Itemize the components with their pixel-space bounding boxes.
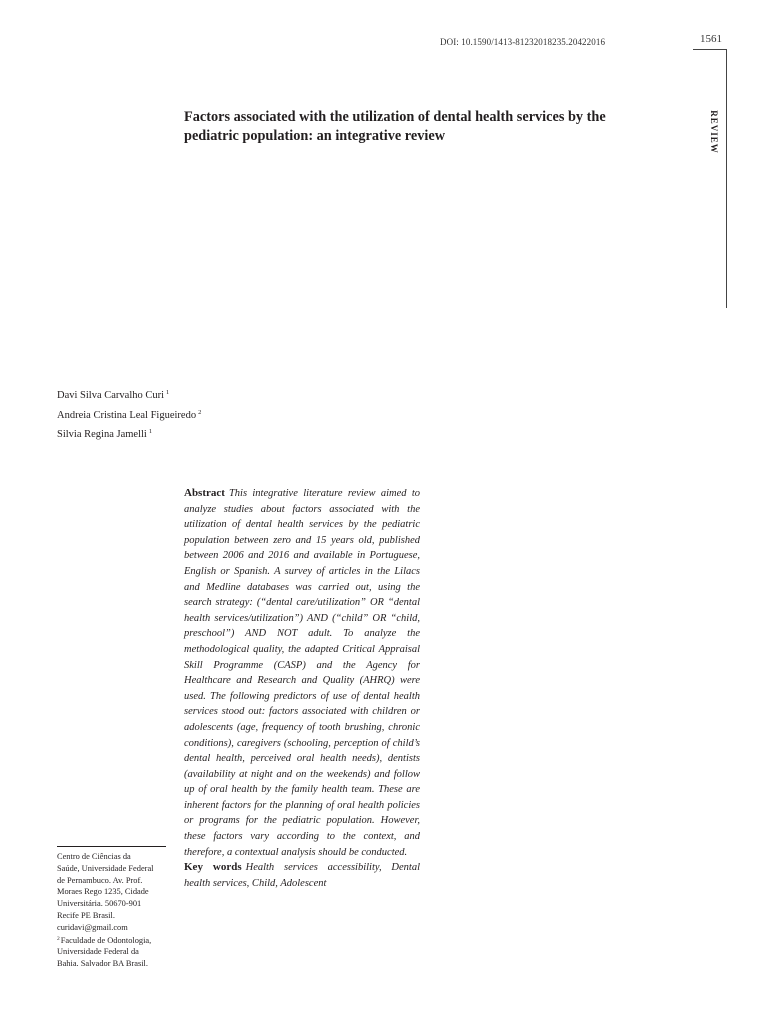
affil-line: Universitária. 50670-901 (57, 899, 142, 909)
affiliation-marker: 1 (148, 428, 153, 435)
affil-line: Recife PE Brasil. (57, 910, 115, 920)
affil-email: curidavi@gmail.com (57, 922, 128, 932)
author-name: Davi Silva Carvalho Curi (57, 390, 165, 401)
author (57, 405, 317, 425)
page-number: 1561 (700, 33, 722, 45)
author-name: Silvia Regina Jamelli (57, 429, 147, 440)
article-title: Factors associated with the utilization of dental health services by the pediatric population: an integrative review (184, 109, 606, 144)
affiliation-1 (57, 851, 173, 934)
margin-rule (726, 49, 727, 308)
author-name: Andreia Cristina Leal Figueiredo (57, 409, 197, 421)
doi: DOI: 10.1590/1413-81232018235.20422016 (440, 37, 606, 47)
affil-line: Faculdade de Odontologia, (60, 935, 152, 945)
header-rule (693, 49, 727, 50)
affil-line: Centro de Ciências da (57, 852, 131, 861)
abstract-paragraph (184, 486, 420, 860)
affil-line: Moraes Rego 1235, Cidade (57, 887, 149, 897)
affiliation-marker: 2 (57, 935, 60, 942)
section-label: REVIEW (709, 110, 719, 154)
affiliation-rule (57, 846, 166, 847)
abstract (184, 486, 420, 891)
keywords-heading: Key words (184, 861, 242, 874)
affil-line: Universidade Federal da (57, 947, 139, 957)
keywords-text: Health services accessibility, Dental health services, Child, Adolescent (184, 862, 420, 889)
affil-line: de Pernambuco. Av. Prof. (57, 875, 143, 885)
affiliations (57, 851, 173, 970)
abstract-text: This integrative literature review aimed to analyze studies about factors associated with the utilization of dental health services by the pediatric population between zero and 15 years old, published between 2006 and 2016 and available in Portuguese, English or Spanish. A survey of articles in the Lilacs and Medline databases was carried out, using the search strategy: (“dental care/utilization” OR “dental health services/utilization”) AND (“child” OR “child, preschool”) AND NOT adult. To analyze the methodological quality, the adapted Critical Appraisal Skill Programme (CASP) and the Agency for Healthcare and Research and Quality (AHRQ) were used. The following predictors of use of dental health services stood out: factors associated with children or adolescents (age, frequency of tooth brushing, chronic conditions), caregivers (schooling, perception of child’s dental health, perceived oral health needs), dentists (availability at night and on the weekends) and follow up of oral health by the family health team. These are inherent factors for the planning of oral health policies or programs for the pediatric population. However, these factors vary according to the context, and therefore, a contextual analysis should be conducted. (184, 488, 420, 858)
affil-line: Bahia. Salvador BA Brasil. (57, 959, 148, 969)
author (57, 385, 317, 405)
affiliation-2 (57, 934, 173, 970)
affil-line: Saúde, Universidade Federal (57, 863, 154, 873)
author-list (57, 385, 317, 444)
author (57, 424, 317, 444)
abstract-heading: Abstract (184, 487, 225, 499)
keywords (184, 860, 420, 891)
affiliation-marker: 2 (198, 408, 202, 416)
affiliation-marker: 1 (166, 389, 170, 396)
